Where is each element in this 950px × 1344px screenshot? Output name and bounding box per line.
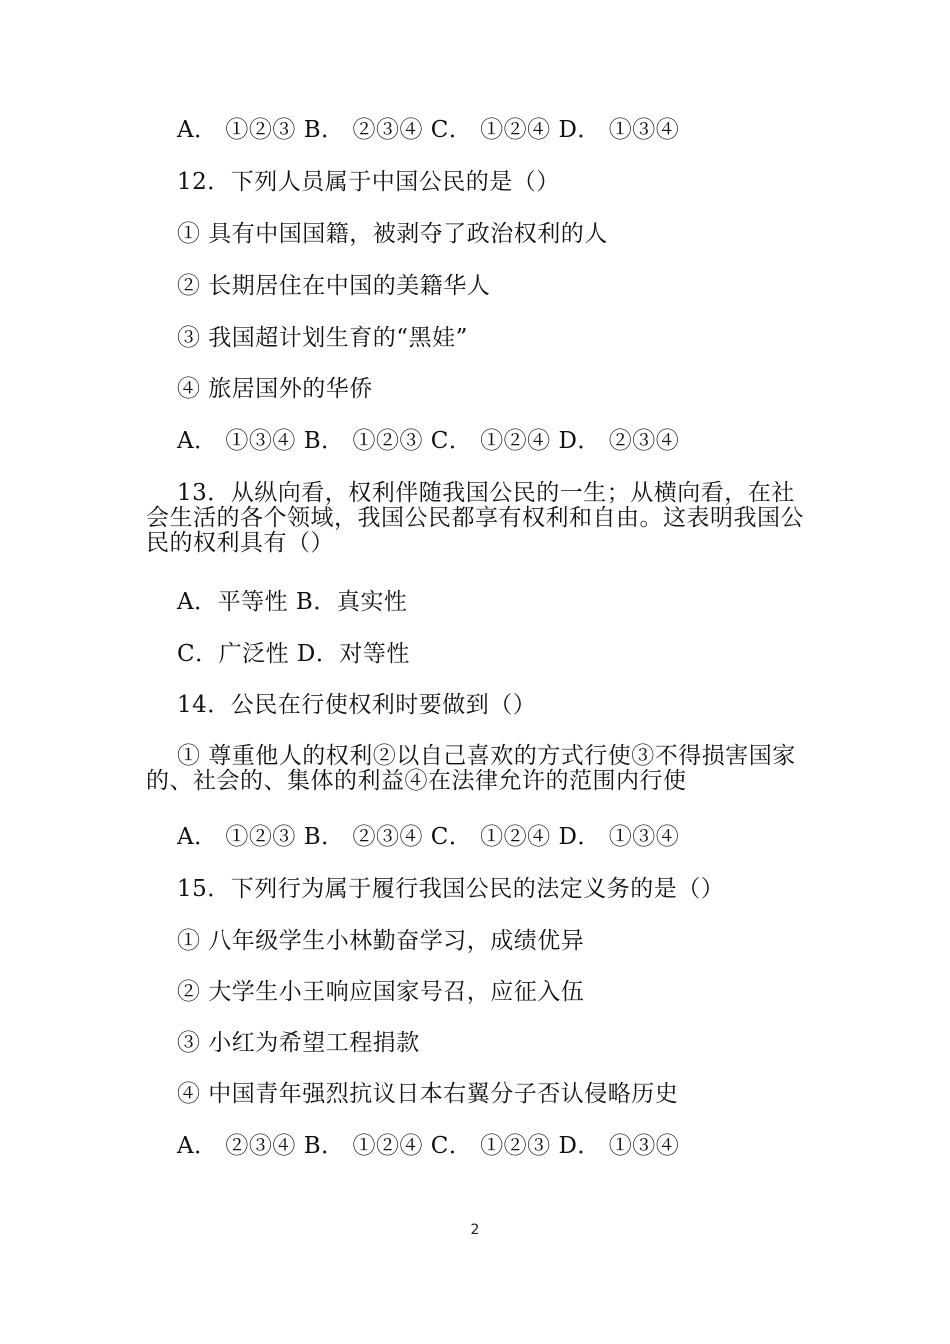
q14-answer-options: A． ①②③ B． ②③④ C． ①②④ D． ①③④ — [177, 824, 680, 850]
q13-options-ab: A．平等性 B．真实性 — [177, 589, 408, 615]
q12-option-3: ③ 我国超计划生育的“黑娃” — [177, 325, 468, 351]
q12-stem: 12．下列人员属于中国公民的是（） — [177, 169, 560, 195]
q12-option-2: ② 长期居住在中国的美籍华人 — [177, 273, 491, 299]
q15-option-4: ④ 中国青年强烈抗议日本右翼分子否认侵略历史 — [177, 1081, 679, 1107]
page-number: 2 — [470, 1222, 480, 1238]
q15-option-1: ① 八年级学生小林勤奋学习，成绩优异 — [177, 928, 585, 954]
q15-option-3: ③ 小红为希望工程捐款 — [177, 1030, 420, 1056]
q14-stem: 14．公民在行使权利时要做到（） — [177, 692, 537, 718]
q15-answer-options: A． ②③④ B． ①②④ C． ①②③ D． ①③④ — [177, 1133, 680, 1159]
q14-statements: ① 尊重他人的权利②以自己喜欢的方式行使③不得损害国家的、社会的、集体的利益④在法律允许的范围内行使 — [146, 743, 796, 794]
q15-stem: 15．下列行为属于履行我国公民的法定义务的是（） — [177, 876, 725, 902]
q15-option-2: ② 大学生小王响应国家号召，应征入伍 — [177, 979, 585, 1005]
q11-answer-options: A． ①②③ B． ②③④ C． ①②④ D． ①③④ — [177, 117, 680, 143]
q13-stem: 13．从纵向看，权利伴随我国公民的一生；从横向看，在社会生活的各个领域，我国公民都享有权利和自由。这表明我国公民的权利具有（） — [146, 480, 804, 556]
q12-option-4: ④ 旅居国外的华侨 — [177, 376, 373, 402]
q12-answer-options: A． ①③④ B． ①②③ C． ①②④ D． ②③④ — [177, 428, 680, 454]
q12-option-1: ① 具有中国国籍，被剥夺了政治权利的人 — [177, 221, 608, 247]
q13-options-cd: C．广泛性 D．对等性 — [177, 641, 410, 667]
